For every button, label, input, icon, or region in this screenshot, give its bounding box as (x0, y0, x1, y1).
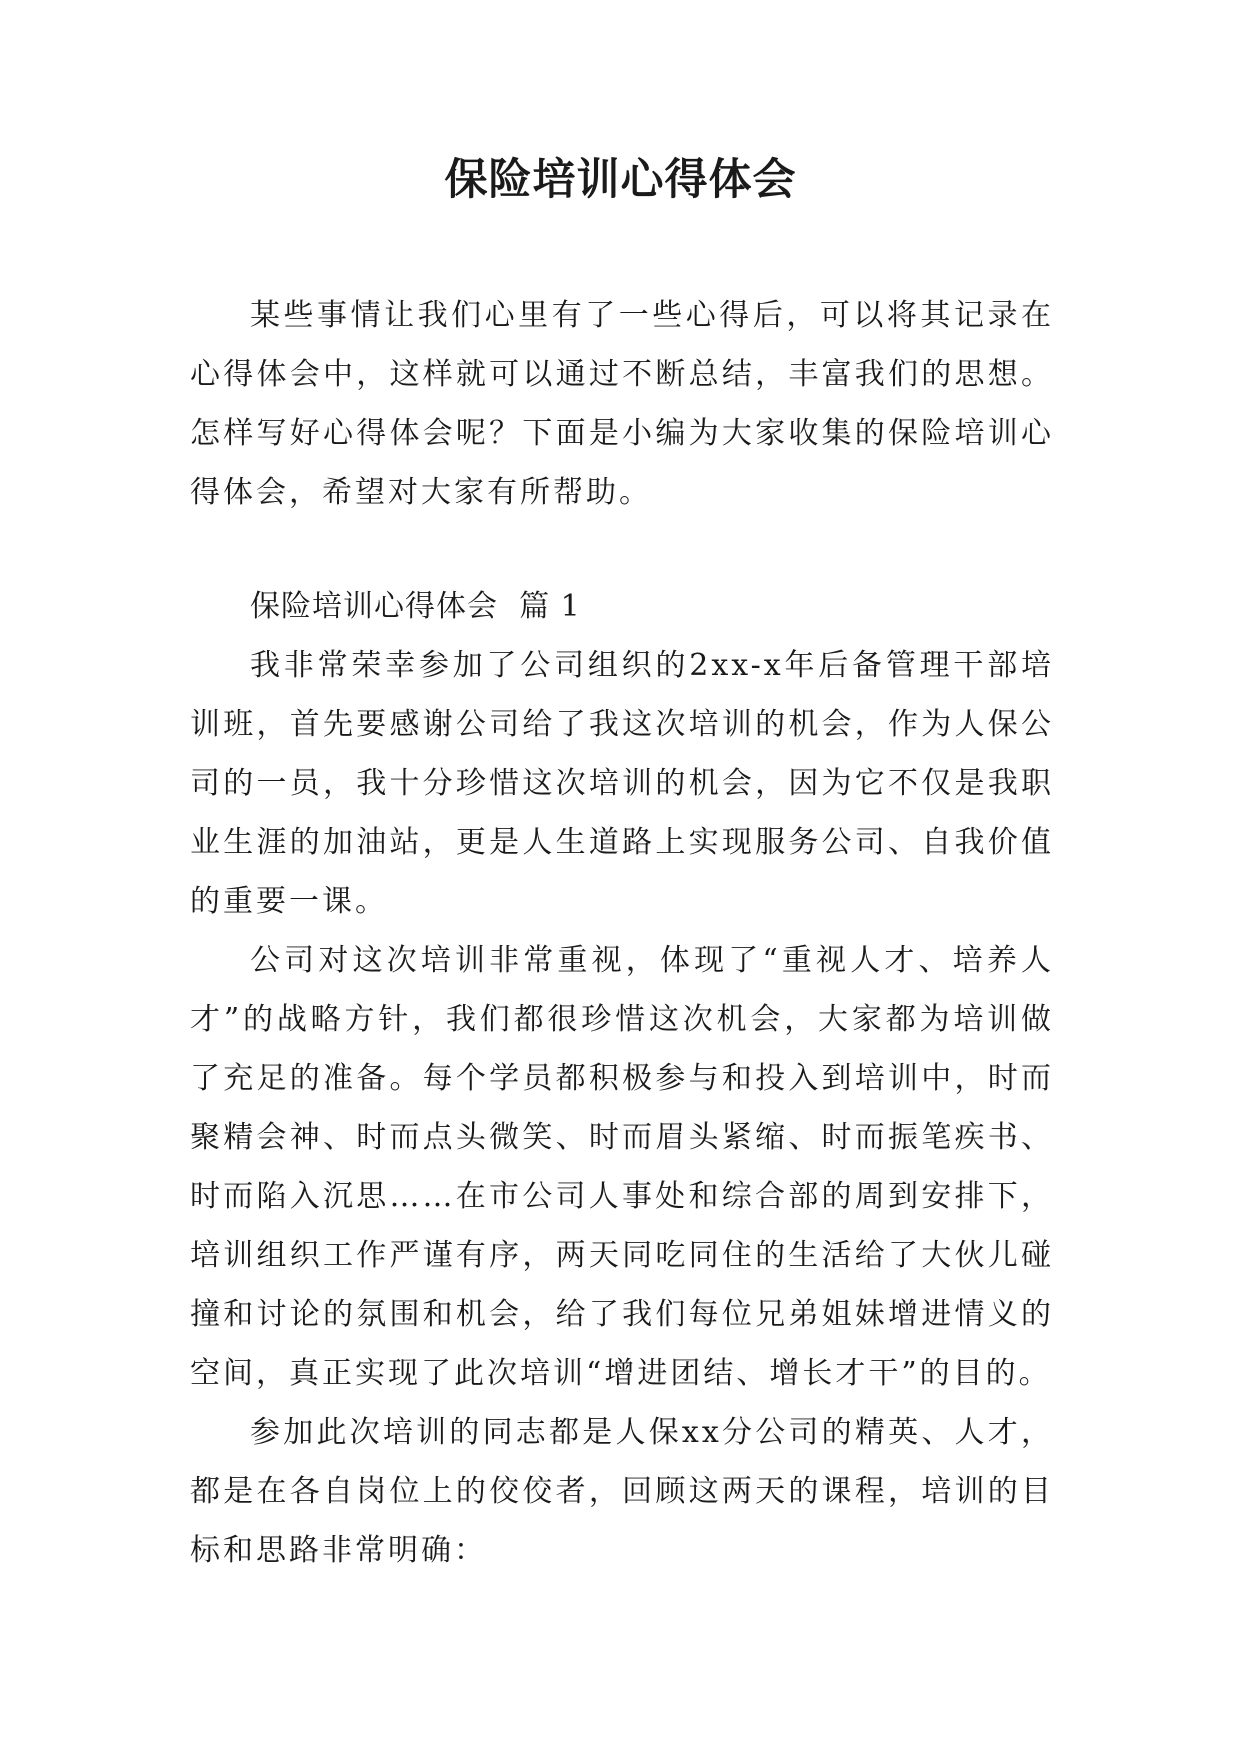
section-heading: 保险培训心得体会 篇 1 (250, 589, 581, 624)
document-title: 保险培训心得体会 (444, 155, 797, 205)
body-paragraph-2: 公司对这次培训非常重视，体现了“重视人才、培养人才”的战略方针，我们都很珍惜这次机会，大家都为培训做了充足的准备。每个学员都积极参与和投入到培训中，时而聚精会神、时而点头微笑、时而眉头紧缩、时而振笔疾书、时而陷入沉思……在市公司人事处和综合部的周到安排下，培训组织工作严谨有序，两天同吃同住的生活给了大伙儿碰撞和讨论的氛围和机会，给了我们每位兄弟姐妹增进情义的空间，真正实现了此次培训“增进团结、增长才干”的目的。 (190, 943, 1054, 1391)
body-paragraph-3: 参加此次培训的同志都是人保xx分公司的精英、人才，都是在各自岗位上的佼佼者，回顾这两天的课程，培训的目标和思路非常明确： (190, 1415, 1054, 1568)
document-body (190, 286, 1054, 1580)
body-paragraph-1: 我非常荣幸参加了公司组织的2xx-x年后备管理干部培训班，首先要感谢公司给了我这次培训的机会，作为人保公司的一员，我十分珍惜这次培训的机会，因为它不仅是我职业生涯的加油站，更是人生道路上实现服务公司、自我价值的重要一课。 (190, 648, 1054, 919)
intro-paragraph: 某些事情让我们心里有了一些心得后，可以将其记录在心得体会中，这样就可以通过不断总结，丰富我们的思想。怎样写好心得体会呢？下面是小编为大家收集的保险培训心得体会，希望对大家有所帮助。 (190, 298, 1054, 510)
